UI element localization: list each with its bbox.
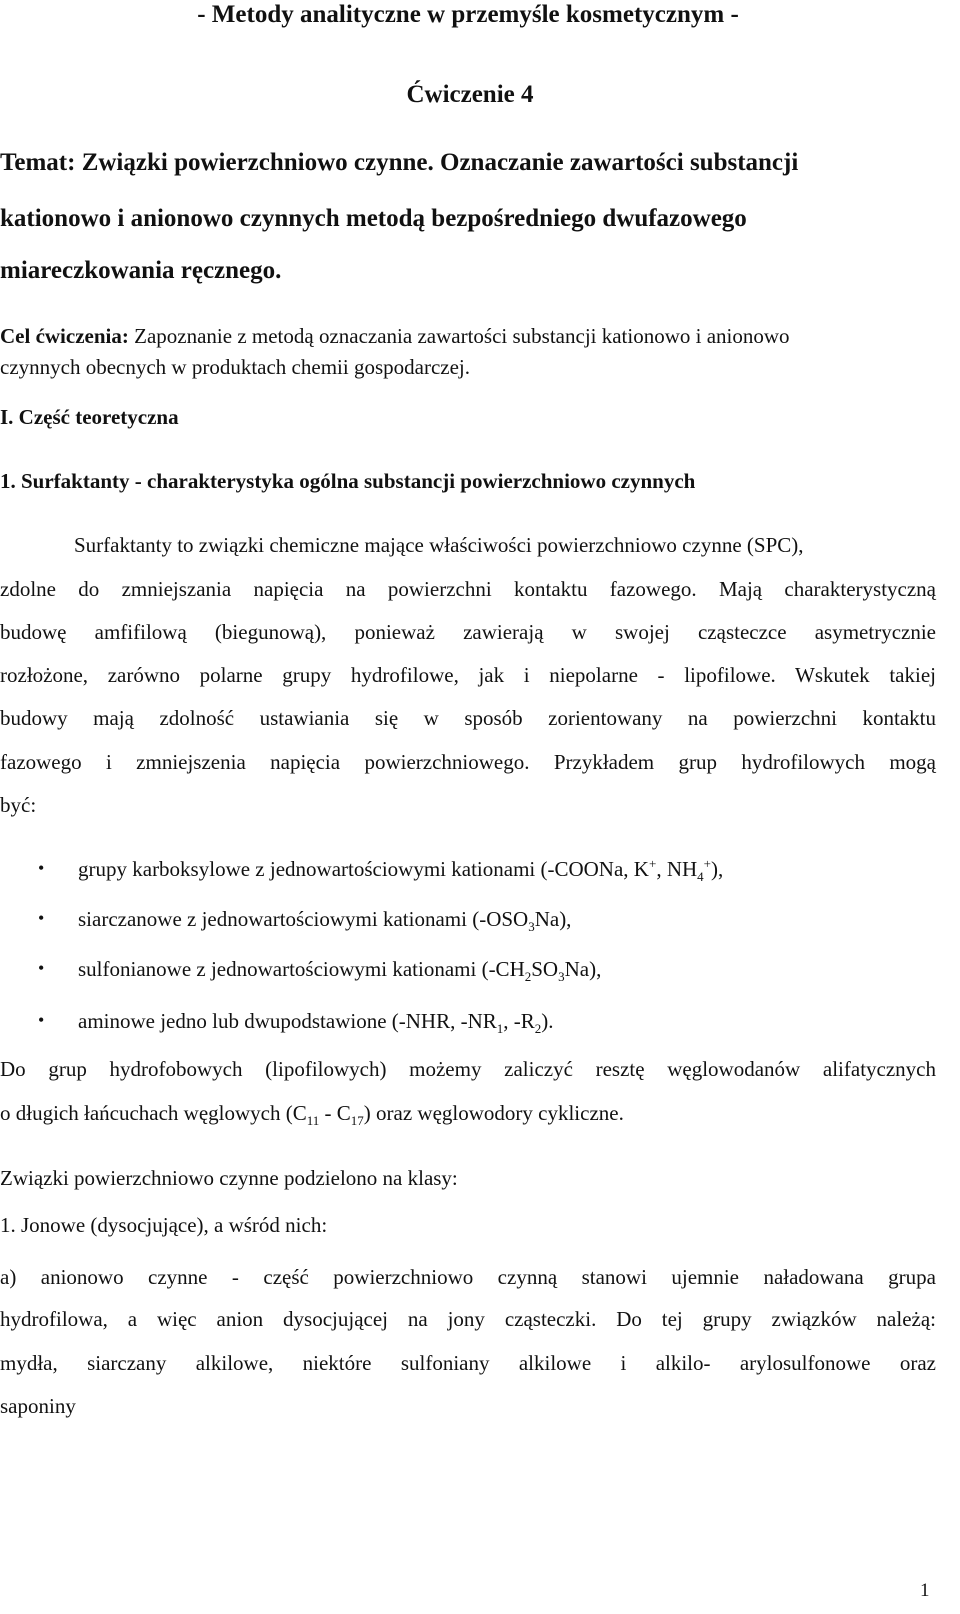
- paragraph1-line-4: rozłożone, zarówno polarne grupy hydrofilowe, jak i niepolarne - lipofilowe. Wskutek takiej: [0, 663, 936, 687]
- exercise-title: Ćwiczenie 4: [406, 81, 534, 108]
- paragraph1-line-1: Surfaktanty to związki chemiczne mające właściwości powierzchniowo czynne (SPC),: [74, 533, 804, 557]
- page-number: 1: [920, 1580, 930, 1601]
- classes-item-1: 1. Jonowe (dysocjujące), a wśród nich:: [0, 1213, 328, 1237]
- goal-line-2: czynnych obecnych w produktach chemii gospodarczej.: [0, 355, 470, 379]
- topic-line-3: miareczkowania ręcznego.: [0, 257, 282, 284]
- paragraph2-line-1: Do grup hydrofobowych (lipofilowych) możemy zaliczyć resztę węglowodanów alifatycznych: [0, 1057, 936, 1081]
- paragraph1-line-7: być:: [0, 793, 37, 817]
- anionic-line-2: hydrofilowa, a więc anion dysocjującej na jony cząsteczki. Do tej grupy związków należą:: [0, 1307, 936, 1331]
- paragraph1-line-2: zdolne do zmniejszania napięcia na powierzchni kontaktu fazowego. Mają charakterystyczną: [0, 577, 936, 601]
- subsection-title: 1. Surfaktanty - charakterystyka ogólna substancji powierzchniowo czynnych: [0, 469, 696, 493]
- paragraph1-line-6: fazowego i zmniejszenia napięcia powierzchniowego. Przykładem grup hydrofilowych mogą: [0, 750, 936, 774]
- course-title: - Metody analityczne w przemyśle kosmetycznym -: [197, 1, 739, 28]
- topic-line-2: kationowo i anionowo czynnych metodą bezpośredniego dwufazowego: [0, 205, 747, 232]
- paragraph2-line-2: o długich łańcuchach węglowych $(C_{11} - C_{17})$ oraz węglowodory cykliczne.: [0, 1101, 624, 1129]
- goal-line-1: [0, 323, 790, 349]
- classes-intro: Związki powierzchniowo czynne podzielono na klasy:: [0, 1166, 458, 1190]
- paragraph1-line-3: budowę amfifilową (biegunową), ponieważ zawierają w swojej cząsteczce asymetrycznie: [0, 620, 936, 644]
- anionic-line-4: saponiny: [0, 1394, 76, 1418]
- bullet-item-2: siarczanowe z jednowartościowymi kationami $(-OSO_3Na)$,: [78, 907, 572, 935]
- anionic-line-1: a) anionowo czynne - część powierzchniowo czynną stanowi ujemnie naładowana grupa: [0, 1265, 936, 1289]
- bullet-glyph: •: [38, 1010, 45, 1030]
- anionic-line-3: mydła, siarczany alkilowe, niektóre sulfoniany alkilowe i alkilo- arylosulfonowe oraz: [0, 1351, 936, 1375]
- bullet-glyph: •: [38, 858, 45, 878]
- bullet-item-1: grupy karboksylowe z jednowartościowymi kationami (-COONa, K+, $NH_4^+$),: [78, 856, 724, 885]
- goal-label: Cel ćwiczenia:: [0, 324, 129, 348]
- bullet-item-3: sulfonianowe z jednowartościowymi kationami $(-CH_2SO_3Na)$,: [78, 957, 602, 985]
- goal-text: Zapoznanie z metodą oznaczania zawartości substancji kationowo i anionowo: [128, 324, 790, 348]
- bullet-glyph: •: [38, 908, 45, 928]
- bullet-glyph: •: [38, 958, 45, 978]
- bullet-item-4: aminowe jedno lub dwupodstawione (-NHR, $-NR_1$, $-R_2$).: [78, 1009, 554, 1037]
- topic-line-1: Temat: Związki powierzchniowo czynne. Oznaczanie zawartości substancji: [0, 149, 799, 176]
- section-title: I. Część teoretyczna: [0, 405, 179, 429]
- paragraph1-line-5: budowy mają zdolność ustawiania się w sposób zorientowany na powierzchni kontaktu: [0, 706, 936, 730]
